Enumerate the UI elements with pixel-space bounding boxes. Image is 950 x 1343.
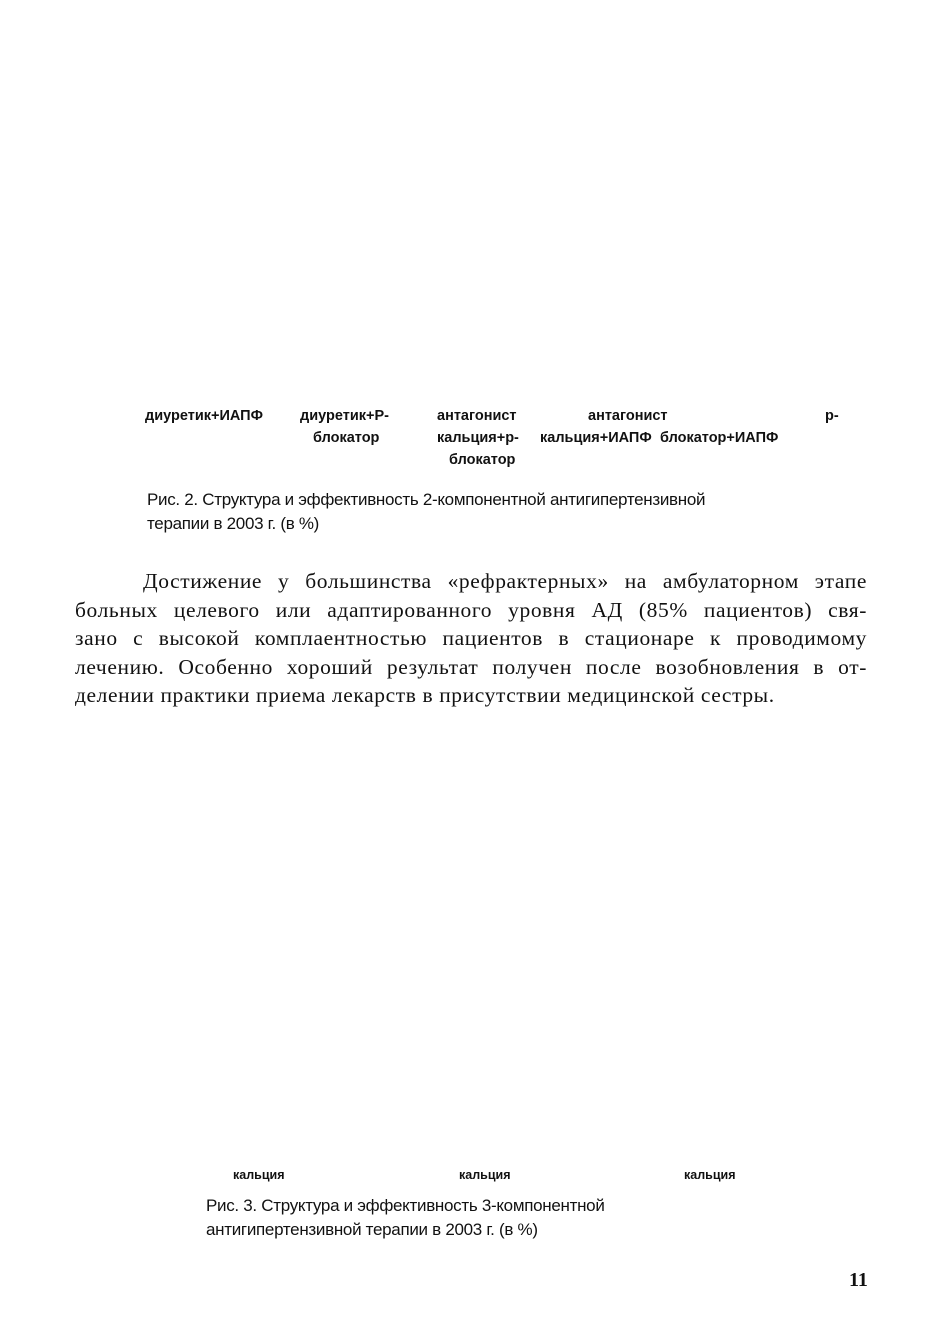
page-number: 11 [849, 1269, 868, 1291]
figure-3-category-2 [459, 1167, 511, 1183]
category-label: блокатор+ИАПФ [660, 430, 779, 446]
category-label: кальция+ИАПФ [540, 430, 652, 446]
category-label: р- [825, 408, 839, 424]
category-label: блокатор [449, 452, 516, 468]
paragraph-line: лечению. Особенно хороший результат получен после возобновления в от- [75, 654, 867, 679]
paragraph-line: Достижение у большинства «рефрактерных» на амбулаторном этапе [143, 569, 867, 593]
figure-2-category-3 [437, 406, 517, 427]
figure-2-caption [147, 488, 705, 536]
caption-line: антигипертензивной терапии в 2003 г. (в %) [206, 1220, 538, 1239]
figure-2-category-4 [588, 406, 668, 427]
caption-line: Рис. 3. Структура и эффективность 3-компонентной [206, 1196, 605, 1215]
figure-2-category-2-line-2 [313, 428, 379, 449]
category-label: кальция [233, 1168, 285, 1182]
category-label: диуретик+ИАПФ [145, 408, 263, 424]
paragraph-line: зано с высокой комплаентностью пациентов в стационаре к проводимому [75, 626, 867, 650]
figure-2-category-3-line-3 [449, 450, 515, 471]
category-label: антагонист [588, 408, 668, 424]
figure-3-category-1 [233, 1167, 285, 1183]
figure-2-category-4-line-2 [540, 428, 652, 449]
category-label: блокатор [313, 430, 380, 446]
paragraph-line: больных целевого или адаптированного уровня АД (85% пациентов) свя- [75, 597, 867, 622]
figure-3-caption [206, 1194, 605, 1242]
paragraph-line: делении практики приема лекарств в присутствии медицинской сестры. [75, 683, 775, 707]
caption-line: Рис. 2. Структура и эффективность 2-компонентной антигипертензивной [147, 490, 706, 509]
category-label: кальция [459, 1168, 511, 1182]
figure-2-category-5 [825, 406, 839, 427]
category-label: антагонист [437, 408, 517, 424]
figure-2-category-2 [300, 406, 389, 427]
figure-2-category-3-line-2 [437, 428, 519, 449]
caption-line: терапии в 2003 г. (в %) [147, 514, 320, 533]
category-label: диуретик+Р- [300, 408, 389, 424]
figure-2-category-5-line-2 [660, 428, 778, 449]
body-paragraph [75, 567, 867, 710]
figure-3-category-3 [684, 1167, 736, 1183]
category-label: кальция+р- [437, 430, 519, 446]
category-label: кальция [684, 1168, 736, 1182]
figure-2-category-1 [145, 406, 263, 427]
